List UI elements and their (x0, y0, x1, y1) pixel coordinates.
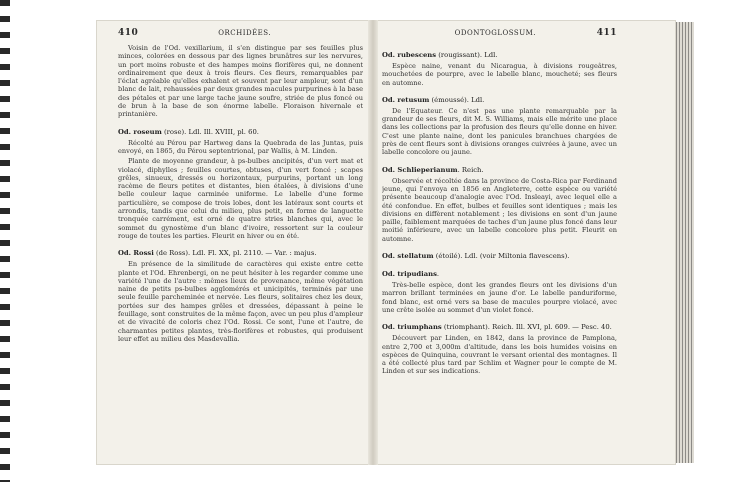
species-name: Od. roseum (118, 127, 162, 136)
opening-paragraph: Voisin de l'Od. vexillarium, il s'en distingue par ses feuilles plus minces, colorées en dessous par des lignes brunâtres sur les nervures, un port moins robuste et des hampes moins florifères qui, ne donnent ordinairement que deux à trois fleurs. Ces fleurs, remarquables par l'éclat agréable qu'elles exhalent et souvent par leur ampleur, sont d'un blanc de lait, rehaussées par deux grandes macules purpurines à la base des pétales et par une large tache jaune soufre, striée de plus foncé ou de brun à la base de son énorme labelle. Floraison hivernale et printanière. (118, 44, 363, 119)
right-entry (382, 252, 617, 261)
left-running-head (118, 28, 363, 42)
entry-heading (382, 270, 617, 279)
entry-heading (118, 249, 363, 258)
right-entry (382, 166, 617, 243)
entry-heading (382, 51, 617, 60)
species-reference: (étoilé). Ldl. (voir Miltonia flavescens). (433, 252, 570, 261)
entry-paragraph: Récolté au Pérou par Hartweg dans la Quebrada de las Juntas, puis envoyé, en 1865, du Pérou septentrional, par Wallis, à M. Linden. (118, 138, 363, 155)
entry-heading (382, 166, 617, 175)
right-running-title: ODONTOGLOSSUM. (454, 29, 537, 37)
left-running-title: ORCHIDÉES. (218, 29, 272, 37)
book-gutter (368, 20, 378, 465)
species-reference: (émoussé). Ldl. (429, 95, 485, 104)
species-name: Od. tripudians (382, 270, 437, 279)
entry-paragraph: De l'Equateur. Ce n'est pas une plante remarquable par la grandeur de ses fleurs, dit M. S. Williams, mais elle mérite une place dans les collections par la profusion des fleurs qu'elle donne en hiver. C'est une plante naine, dont les panicules branchues chargées de près de cent fleurs sont à divisions oranges cuivrées à jaune, avec un labelle concolore ou jaune. (382, 106, 617, 157)
right-entry (382, 270, 617, 314)
page-edges (676, 22, 694, 463)
left-entry (118, 128, 363, 241)
species-name: Od. Rossi (118, 249, 154, 258)
entry-heading (382, 96, 617, 105)
entry-paragraph: Espèce naine, venant du Nicaragua, à divisions rougeâtres, mouchetées de pourpre, avec le labelle blanc, moucheté; ses fleurs en automne. (382, 62, 617, 87)
right-entry (382, 323, 617, 375)
left-page (118, 28, 363, 458)
right-entries (382, 51, 617, 376)
left-page-number: 410 (118, 28, 139, 38)
species-name: Od. Schlieperianum (382, 165, 458, 174)
entry-heading (382, 252, 617, 261)
species-name: Od. triumphans (382, 323, 442, 332)
entry-heading (382, 323, 617, 332)
species-name: Od. retusum (382, 95, 430, 104)
entry-paragraph: Très-belle espèce, dont les grandes fleurs ont les divisions d'un marron brillant terminées en jaune d'or. Le labelle panduriforme, fond blanc, est orné vers sa base de macules pourpre violacé, avec une crête isolée au sommet d'un violet foncé. (382, 281, 617, 314)
species-reference: . (436, 270, 440, 279)
entry-paragraph: En présence de la similitude de caractères qui existe entre cette plante et l'Od. Ehrenbergi, on ne peut hésiter à les regarder comme une variété l'une de l'autre : mêmes lieux de provenance, même végétation naine de petits ps-bulbes agglomérés et unicipités, terminés par une seule feuille parcheminée et nervée. Les fleurs, solitaires chez les deux, portées sur des hampes grêles et dressées, dépassant à peine le feuillage, sont construites de la même façon, avec un peu plus d'ampleur et de vivacité de coloris chez l'Od. Rossi. Ce sont, l'une et l'autre, de charmantes petites plantes, très-florifères et robustes, qui produisent leur effet au milieu des Masdevallia. (118, 260, 363, 343)
right-entry (382, 96, 617, 157)
species-reference: (de Ross). Ldl. Fl. XX, pl. 2110. — Var. : majus. (153, 249, 317, 258)
right-running-head (382, 28, 617, 42)
species-name: Od. rubescens (382, 51, 437, 59)
species-name: Od. stellatum (382, 252, 434, 261)
left-entry (118, 249, 363, 343)
entry-paragraph: Découvert par Linden, en 1842, dans la province de Pamplona, entre 2,700 et 3,000m d'altitude, dans les bois humides voisins en espèces de Quinquina, couvrant le versant oriental des montagnes. Il a été collecté plus tard par Schlim et Wagner pour le compte de M. Linden et sur ses indications. (382, 334, 617, 376)
species-reference: (triomphant). Reich. Ill. XVI, pl. 609. — Pesc. 40. (441, 323, 612, 332)
right-page-number: 411 (596, 28, 617, 38)
right-entry (382, 51, 617, 87)
species-reference: (rougissant). Ldl. (436, 51, 498, 59)
entry-heading (118, 128, 363, 137)
entry-paragraph: Observée et récoltée dans la province de Costa-Rica par Ferdinand jeune, qui l'envoya en 1856 en Angleterre, cette espèce ou variété présente beaucoup d'analogie avec l'Od. Insleayi, avec lequel elle a été confondue. En effet, bulbes et feuilles sont identiques ; mais les divisions en diffèrent notablement ; les divisions en sont d'un jaune paille, faiblement marquées de taches d'un jaune plus foncé dans leur moitié inférieure, avec un labelle concolore plus petit. Fleurit en automne. (382, 176, 617, 243)
entry-paragraph: Plante de moyenne grandeur, à ps-bulbes ancipités, d'un vert mat et violacé, diphylles ; feuilles courtes, obtuses, d'un vert foncé ; scapes grêles, sinueux, dressés ou horizontaux, purpurins, portant un long racème de fleurs petites et distantes, bien étalées, à divisions d'une belle couleur laque carminée uniforme. Le labelle d'une forme particulière, se compose de trois lobes, dont les latéraux sont courts et arrondis, tandis que celui du milieu, plus petit, en forme de languette tronquée carrément, est orné de quatre stries blanches qui, avec le sommet du gynostème d'un blanc d'ivoire, ressortent sur la couleur rouge de toutes les parties. Fleurit en hiver ou en été. (118, 157, 363, 240)
species-reference: . Reich. (457, 165, 484, 174)
species-reference: (rose). Ldl. Ill. XVIII, pl. 60. (161, 127, 259, 136)
right-page (382, 28, 617, 458)
left-entries (118, 128, 363, 344)
left-edge-marks (0, 0, 10, 482)
